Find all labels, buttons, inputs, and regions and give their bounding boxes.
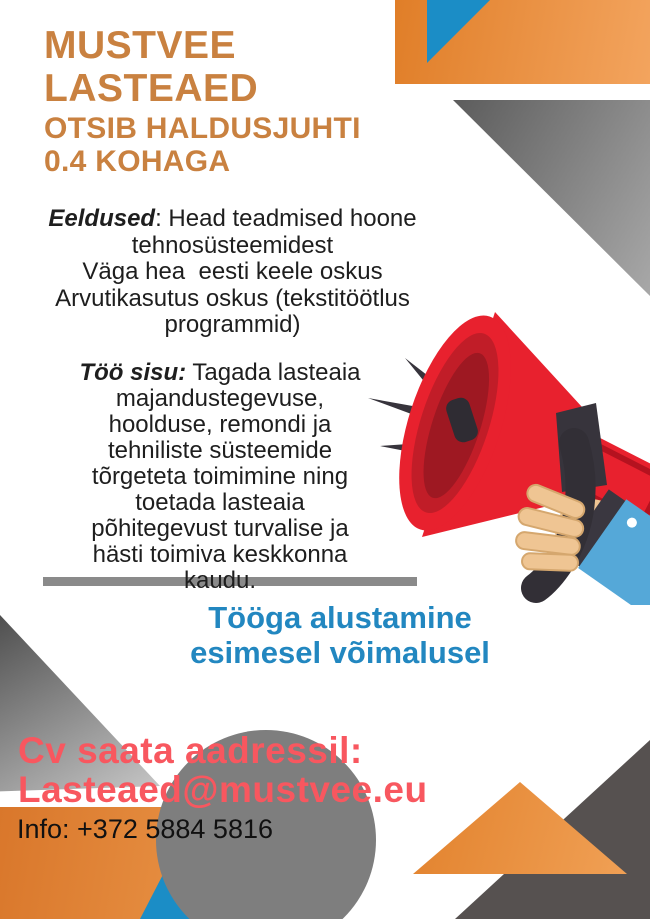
- job-line: Töö sisu: Tagada lasteaia: [79, 359, 361, 386]
- requirements-line: Arvutikasutus oskus (tekstitöötlus: [55, 284, 410, 312]
- requirements-line: programmid): [164, 311, 301, 338]
- contact-email: Lasteaed@mustvee.eu: [18, 769, 428, 810]
- requirements-line: tehnosüsteemidest: [131, 231, 334, 259]
- job-line: toetada lasteaia: [135, 489, 305, 516]
- job-line: tõrgeteta toimimine ning: [91, 463, 349, 490]
- job-description-section: [28, 360, 412, 594]
- subtitle-line-2: 0.4 KOHAGA: [44, 145, 231, 178]
- job-line: hästi toimiva keskkonna: [92, 541, 348, 568]
- job-line: majandustegevuse,: [115, 385, 325, 412]
- poster-title: [44, 24, 258, 110]
- contact-cta: Cv saata aadressil:: [18, 730, 363, 771]
- start-line-1: Tööga alustamine: [208, 600, 472, 635]
- decor-gray-triangle-topright: [453, 100, 650, 296]
- start-line-2: esimesel võimalusel: [190, 635, 490, 670]
- requirements-label: Eeldused: [48, 205, 156, 232]
- contact-phone: Info: +372 5884 5816: [17, 814, 273, 844]
- title-line-1: MUSTVEE: [44, 24, 237, 67]
- job-label: Töö sisu:: [79, 359, 187, 386]
- job-line: kaudu.: [183, 567, 257, 594]
- contact-section: [18, 731, 428, 809]
- start-date-note: [175, 600, 505, 670]
- job-line: põhitegevust turvalise ja: [91, 515, 349, 542]
- job-line: hoolduse, remondi ja: [108, 411, 332, 438]
- poster-subtitle: [44, 112, 361, 178]
- requirements-section: [5, 206, 460, 339]
- subtitle-line-1: OTSIB HALDUSJUHTI: [44, 112, 361, 145]
- requirements-line: Väga hea eesti keele oskus: [82, 258, 383, 285]
- job-line: tehniliste süsteemide: [107, 437, 333, 464]
- requirements-line: Eeldused: Head teadmised hoone: [48, 205, 417, 232]
- title-line-2: LASTEAED: [44, 67, 259, 110]
